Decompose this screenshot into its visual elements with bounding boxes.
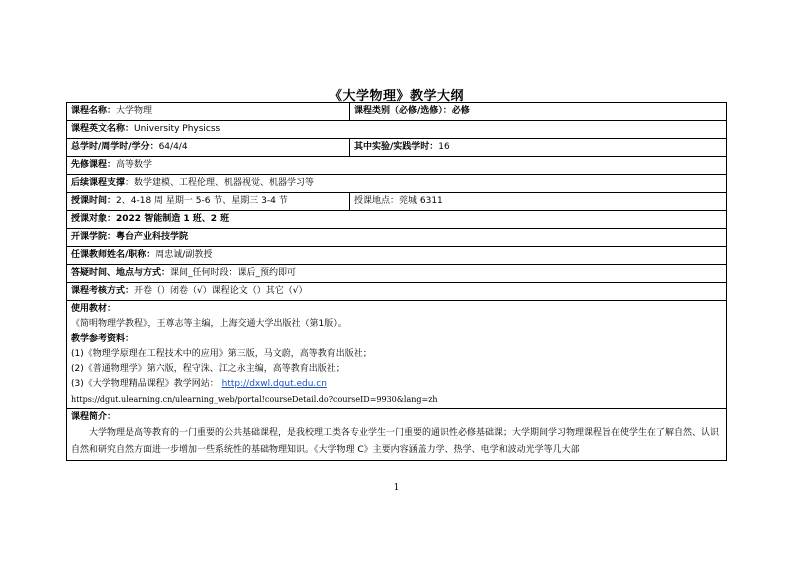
table-row bbox=[67, 301, 727, 409]
place-value: 莞城 6311 bbox=[399, 196, 443, 206]
intro-label: 课程简介： bbox=[71, 412, 117, 422]
teacher-cell bbox=[67, 247, 727, 265]
table-row bbox=[67, 409, 727, 461]
course-name-value: 大学物理 bbox=[116, 106, 153, 116]
hours-value: 64/4/4 bbox=[158, 142, 188, 152]
prereq-value: 高等数学 bbox=[116, 160, 153, 170]
audience-value: 2022 智能制造 1 班、2 班 bbox=[116, 214, 230, 224]
exam-label: 课程考核方式： bbox=[71, 286, 135, 296]
place-label: 授课地点： bbox=[354, 196, 400, 206]
prereq-label: 先修课程： bbox=[71, 160, 117, 170]
college-label: 开课学院： bbox=[71, 232, 117, 242]
course-type-cell bbox=[350, 103, 727, 121]
qa-cell bbox=[67, 265, 727, 283]
time-cell bbox=[67, 193, 350, 211]
document-title: 《大学物理》教学大纲 bbox=[328, 89, 464, 104]
course-name-cell bbox=[67, 103, 350, 121]
english-name-cell bbox=[67, 121, 727, 139]
table-row bbox=[67, 265, 727, 283]
qa-label: 答疑时间、地点与方式： bbox=[71, 268, 171, 278]
intro-text: 大学物理是高等教育的一门重要的公共基础课程，是我校理工类各专业学生一门重要的通识性必修基础课；大学期间学习物理课程旨在使学生在了解自然、认识自然和研究自然方面进一步增加一些系统性的基础物理知识。《大学物理 C》主要内容涵盖力学、热学、电学和波动光学等几大部 bbox=[71, 428, 720, 455]
audience-cell bbox=[67, 211, 727, 229]
audience-label: 授课对象： bbox=[71, 214, 117, 224]
hours-label: 总学时/周学时/学分： bbox=[71, 142, 159, 152]
english-name-value: University Physicss bbox=[134, 124, 221, 134]
table-row bbox=[67, 103, 727, 121]
followup-label: 后续课程支撑 bbox=[71, 178, 126, 188]
page-number: 1 bbox=[393, 483, 400, 493]
textbook-value: 《简明物理学教程》，王尊志等主编，上海交通大学出版社（第1版）。 bbox=[71, 319, 347, 329]
ref-item-3 bbox=[71, 377, 722, 392]
college-cell bbox=[67, 229, 727, 247]
experiment-value: 16 bbox=[438, 142, 450, 152]
course-name-label: 课程名称： bbox=[71, 106, 117, 116]
teacher-value: 周忠诚/副教授 bbox=[155, 250, 213, 260]
exam-cell bbox=[67, 283, 727, 301]
qa-value: 课间_任何时段：课后_预约即可 bbox=[170, 268, 297, 278]
place-cell bbox=[350, 193, 727, 211]
table-row bbox=[67, 247, 727, 265]
hours-cell bbox=[67, 139, 350, 157]
time-label: 授课时间： bbox=[71, 196, 117, 206]
ref-item-3-text: (3)《大学物理精品课程》教学网站： bbox=[71, 379, 222, 389]
exam-value: 开卷（）闭卷（√）课程论文（）其它（√） bbox=[134, 286, 308, 296]
table-row bbox=[67, 283, 727, 301]
intro-cell bbox=[67, 409, 727, 461]
followup-value: ：数学建模、工程伦理、机器视觉、机器学习等 bbox=[125, 178, 315, 188]
time-value: 2、4-18 周 星期一 5-6 节、星期三 3-4 节 bbox=[116, 196, 288, 206]
experiment-label: 其中实验/实践学时： bbox=[354, 142, 439, 152]
refs-label: 教学参考资料： bbox=[71, 334, 135, 344]
table-row bbox=[67, 139, 727, 157]
ref-item-1: (1)《物理学原理在工程技术中的应用》第三版，马文蔚，高等教育出版社； bbox=[71, 349, 372, 359]
english-name-label: 课程英文名称： bbox=[71, 124, 135, 134]
ref-website-link[interactable]: http://dxwl.dgut.edu.cn bbox=[221, 379, 327, 389]
course-type-value: 必修 bbox=[451, 106, 470, 116]
ref-item-2: (2)《普通物理学》第六版，程守洙、江之永主编，高等教育出版社； bbox=[71, 364, 345, 374]
table-row bbox=[67, 211, 727, 229]
teacher-label: 任课教师姓名/职称： bbox=[71, 250, 156, 260]
table-row bbox=[67, 193, 727, 211]
course-type-label: 课程类别（必修/选修）： bbox=[354, 106, 452, 116]
followup-cell bbox=[67, 175, 727, 193]
syllabus-table bbox=[66, 102, 727, 461]
table-row bbox=[67, 229, 727, 247]
college-value: 粤台产业科技学院 bbox=[116, 232, 189, 242]
materials-cell bbox=[67, 301, 727, 409]
prereq-cell bbox=[67, 157, 727, 175]
table-row bbox=[67, 157, 727, 175]
table-row bbox=[67, 175, 727, 193]
experiment-cell bbox=[350, 139, 727, 157]
ref-course-url[interactable]: https://dgut.ulearning.cn/ulearning_web/portal!courseDetail.do?courseID=9930&lang=zh bbox=[71, 395, 438, 404]
table-row bbox=[67, 121, 727, 139]
textbook-label: 使用教材： bbox=[71, 304, 117, 314]
